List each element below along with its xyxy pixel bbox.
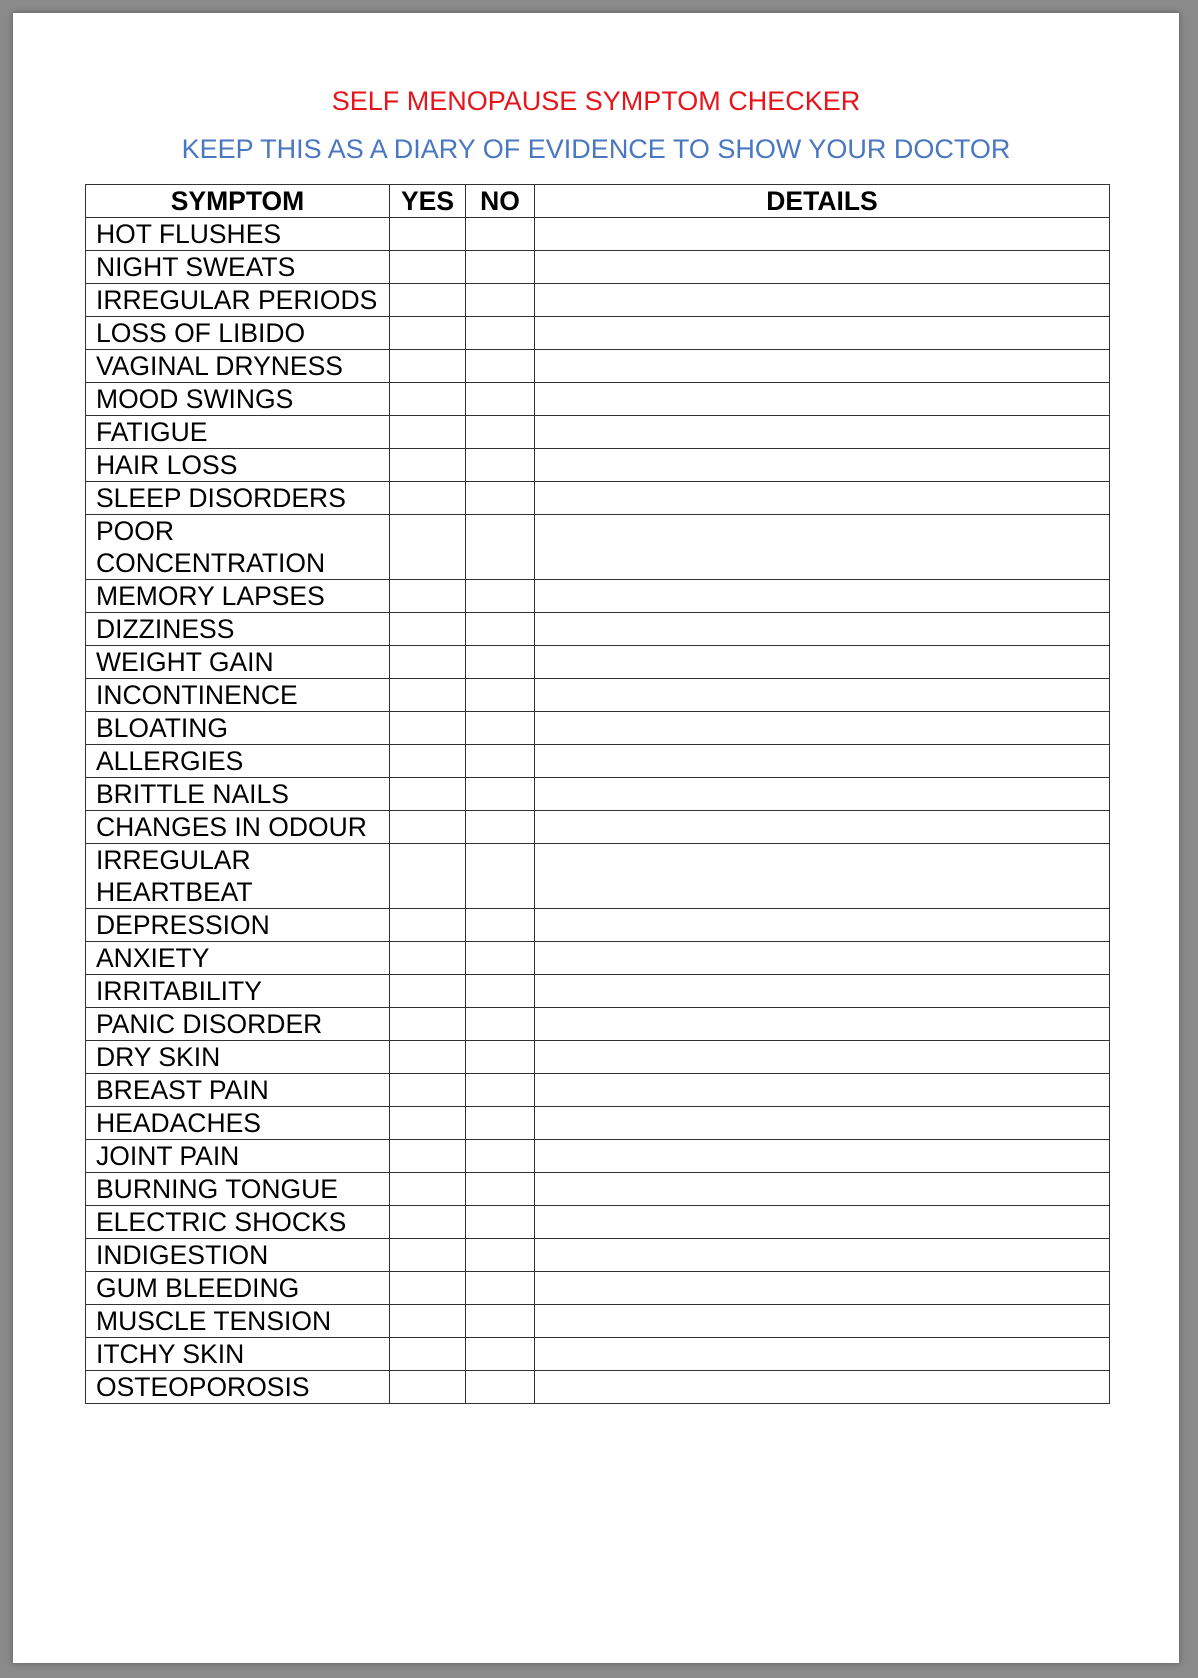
details-cell[interactable] [535, 449, 1110, 482]
symptom-rows [86, 218, 1110, 1404]
no-cell[interactable] [466, 712, 535, 745]
details-cell[interactable] [535, 679, 1110, 712]
table-row [86, 1338, 1110, 1371]
yes-cell[interactable] [390, 515, 466, 580]
no-cell[interactable] [466, 679, 535, 712]
details-cell[interactable] [535, 251, 1110, 284]
no-cell[interactable] [466, 1107, 535, 1140]
no-cell[interactable] [466, 580, 535, 613]
table-row [86, 1041, 1110, 1074]
yes-cell[interactable] [390, 1173, 466, 1206]
details-cell[interactable] [535, 1173, 1110, 1206]
yes-cell[interactable] [390, 844, 466, 909]
yes-cell[interactable] [390, 251, 466, 284]
table-row [86, 218, 1110, 251]
table-row [86, 416, 1110, 449]
details-cell[interactable] [535, 416, 1110, 449]
symptom-name: DEPRESSION [86, 909, 390, 942]
no-cell[interactable] [466, 383, 535, 416]
no-cell[interactable] [466, 317, 535, 350]
details-cell[interactable] [535, 844, 1110, 909]
details-cell[interactable] [535, 1041, 1110, 1074]
no-cell[interactable] [466, 1239, 535, 1272]
table-row [86, 1206, 1110, 1239]
yes-cell[interactable] [390, 745, 466, 778]
no-cell[interactable] [466, 416, 535, 449]
table-row [86, 383, 1110, 416]
symptom-name: INDIGESTION [86, 1239, 390, 1272]
symptom-name: IRREGULAR PERIODS [86, 284, 390, 317]
table-row [86, 251, 1110, 284]
details-cell[interactable] [535, 1107, 1110, 1140]
yes-cell[interactable] [390, 580, 466, 613]
no-cell[interactable] [466, 482, 535, 515]
no-cell[interactable] [466, 975, 535, 1008]
table-row [86, 482, 1110, 515]
table-row [86, 580, 1110, 613]
symptom-name: VAGINAL DRYNESS [86, 350, 390, 383]
yes-cell[interactable] [390, 1371, 466, 1404]
details-cell[interactable] [535, 1074, 1110, 1107]
yes-cell[interactable] [390, 1041, 466, 1074]
yes-cell[interactable] [390, 218, 466, 251]
table-row [86, 712, 1110, 745]
symptom-name: ELECTRIC SHOCKS [86, 1206, 390, 1239]
yes-cell[interactable] [390, 778, 466, 811]
symptom-name: OSTEOPOROSIS [86, 1371, 390, 1404]
symptom-name: HOT FLUSHES [86, 218, 390, 251]
no-cell[interactable] [466, 284, 535, 317]
no-cell[interactable] [466, 844, 535, 909]
no-cell[interactable] [466, 1305, 535, 1338]
document-title: SELF MENOPAUSE SYMPTOM CHECKER [331, 86, 861, 116]
details-cell[interactable] [535, 383, 1110, 416]
details-cell[interactable] [535, 712, 1110, 745]
yes-cell[interactable] [390, 646, 466, 679]
no-cell[interactable] [466, 1206, 535, 1239]
document-subtitle: KEEP THIS AS A DIARY OF EVIDENCE TO SHOW YOUR DOCTOR [181, 134, 1011, 164]
no-cell[interactable] [466, 1173, 535, 1206]
table-header-row [86, 185, 1110, 218]
symptom-name: POOR CONCENTRATION [86, 515, 390, 580]
no-cell[interactable] [466, 350, 535, 383]
table-row [86, 1173, 1110, 1206]
details-cell[interactable] [535, 613, 1110, 646]
details-cell[interactable] [535, 482, 1110, 515]
symptom-name: ANXIETY [86, 942, 390, 975]
symptom-name: SLEEP DISORDERS [86, 482, 390, 515]
no-cell[interactable] [466, 251, 535, 284]
no-cell[interactable] [466, 1272, 535, 1305]
yes-cell[interactable] [390, 1239, 466, 1272]
symptom-name: PANIC DISORDER [86, 1008, 390, 1041]
table-row [86, 844, 1110, 909]
yes-cell[interactable] [390, 449, 466, 482]
details-cell[interactable] [535, 1371, 1110, 1404]
details-cell[interactable] [535, 1008, 1110, 1041]
symptom-name: FATIGUE [86, 416, 390, 449]
no-cell[interactable] [466, 778, 535, 811]
details-cell[interactable] [535, 909, 1110, 942]
symptom-name: BRITTLE NAILS [86, 778, 390, 811]
details-cell[interactable] [535, 317, 1110, 350]
table-row [86, 1074, 1110, 1107]
details-cell[interactable] [535, 515, 1110, 580]
symptom-name: BREAST PAIN [86, 1074, 390, 1107]
symptom-name: MOOD SWINGS [86, 383, 390, 416]
details-cell[interactable] [535, 284, 1110, 317]
details-cell[interactable] [535, 580, 1110, 613]
details-cell[interactable] [535, 778, 1110, 811]
details-cell[interactable] [535, 1239, 1110, 1272]
no-cell[interactable] [466, 1074, 535, 1107]
yes-cell[interactable] [390, 811, 466, 844]
table-row [86, 1140, 1110, 1173]
details-cell[interactable] [535, 646, 1110, 679]
table-row [86, 284, 1110, 317]
no-cell[interactable] [466, 449, 535, 482]
yes-cell[interactable] [390, 383, 466, 416]
table-row [86, 811, 1110, 844]
yes-cell[interactable] [390, 1140, 466, 1173]
no-cell[interactable] [466, 909, 535, 942]
details-cell[interactable] [535, 811, 1110, 844]
symptom-name: IRRITABILITY [86, 975, 390, 1008]
no-cell[interactable] [466, 1041, 535, 1074]
no-cell[interactable] [466, 1008, 535, 1041]
yes-cell[interactable] [390, 482, 466, 515]
details-cell[interactable] [535, 942, 1110, 975]
details-cell[interactable] [535, 745, 1110, 778]
no-cell[interactable] [466, 218, 535, 251]
symptom-name: CHANGES IN ODOUR [86, 811, 390, 844]
no-cell[interactable] [466, 1338, 535, 1371]
table-row [86, 449, 1110, 482]
yes-cell[interactable] [390, 942, 466, 975]
symptom-name: WEIGHT GAIN [86, 646, 390, 679]
table-row [86, 1272, 1110, 1305]
yes-cell[interactable] [390, 1008, 466, 1041]
yes-cell[interactable] [390, 350, 466, 383]
yes-cell[interactable] [390, 284, 466, 317]
no-cell[interactable] [466, 745, 535, 778]
symptom-name: MUSCLE TENSION [86, 1305, 390, 1338]
header-no: NO [466, 185, 535, 218]
table-row [86, 778, 1110, 811]
yes-cell[interactable] [390, 416, 466, 449]
no-cell[interactable] [466, 515, 535, 580]
yes-cell[interactable] [390, 1206, 466, 1239]
no-cell[interactable] [466, 942, 535, 975]
symptom-name: ITCHY SKIN [86, 1338, 390, 1371]
table-row [86, 1008, 1110, 1041]
details-cell[interactable] [535, 1305, 1110, 1338]
no-cell[interactable] [466, 1140, 535, 1173]
symptom-name: DRY SKIN [86, 1041, 390, 1074]
symptom-name: INCONTINENCE [86, 679, 390, 712]
header-yes: YES [390, 185, 466, 218]
details-cell[interactable] [535, 1206, 1110, 1239]
symptom-name: JOINT PAIN [86, 1140, 390, 1173]
yes-cell[interactable] [390, 1305, 466, 1338]
symptom-table [85, 184, 1110, 1404]
yes-cell[interactable] [390, 1338, 466, 1371]
table-row [86, 679, 1110, 712]
table-row [86, 1371, 1110, 1404]
table-row [86, 515, 1110, 580]
table-row [86, 613, 1110, 646]
symptom-name: BURNING TONGUE [86, 1173, 390, 1206]
no-cell[interactable] [466, 811, 535, 844]
yes-cell[interactable] [390, 712, 466, 745]
table-row [86, 1239, 1110, 1272]
no-cell[interactable] [466, 1371, 535, 1404]
no-cell[interactable] [466, 613, 535, 646]
symptom-name: HEADACHES [86, 1107, 390, 1140]
header-symptom: SYMPTOM [86, 185, 390, 218]
details-cell[interactable] [535, 350, 1110, 383]
header-details: DETAILS [535, 185, 1110, 218]
symptom-name: BLOATING [86, 712, 390, 745]
table-row [86, 975, 1110, 1008]
symptom-name: MEMORY LAPSES [86, 580, 390, 613]
yes-cell[interactable] [390, 1074, 466, 1107]
table-row [86, 1305, 1110, 1338]
symptom-name: HAIR LOSS [86, 449, 390, 482]
table-row [86, 942, 1110, 975]
symptom-name: IRREGULAR HEARTBEAT [86, 844, 390, 909]
yes-cell[interactable] [390, 1107, 466, 1140]
table-row [86, 745, 1110, 778]
table-row [86, 317, 1110, 350]
symptom-name: LOSS OF LIBIDO [86, 317, 390, 350]
symptom-name: DIZZINESS [86, 613, 390, 646]
details-cell[interactable] [535, 1272, 1110, 1305]
details-cell[interactable] [535, 1338, 1110, 1371]
details-cell[interactable] [535, 218, 1110, 251]
table-row [86, 646, 1110, 679]
table-row [86, 909, 1110, 942]
yes-cell[interactable] [390, 975, 466, 1008]
details-cell[interactable] [535, 1140, 1110, 1173]
yes-cell[interactable] [390, 613, 466, 646]
table-row [86, 1107, 1110, 1140]
yes-cell[interactable] [390, 1272, 466, 1305]
yes-cell[interactable] [390, 679, 466, 712]
yes-cell[interactable] [390, 317, 466, 350]
details-cell[interactable] [535, 975, 1110, 1008]
document-page [13, 13, 1179, 1663]
symptom-name: GUM BLEEDING [86, 1272, 390, 1305]
table-row [86, 350, 1110, 383]
yes-cell[interactable] [390, 909, 466, 942]
symptom-name: NIGHT SWEATS [86, 251, 390, 284]
symptom-name: ALLERGIES [86, 745, 390, 778]
no-cell[interactable] [466, 646, 535, 679]
